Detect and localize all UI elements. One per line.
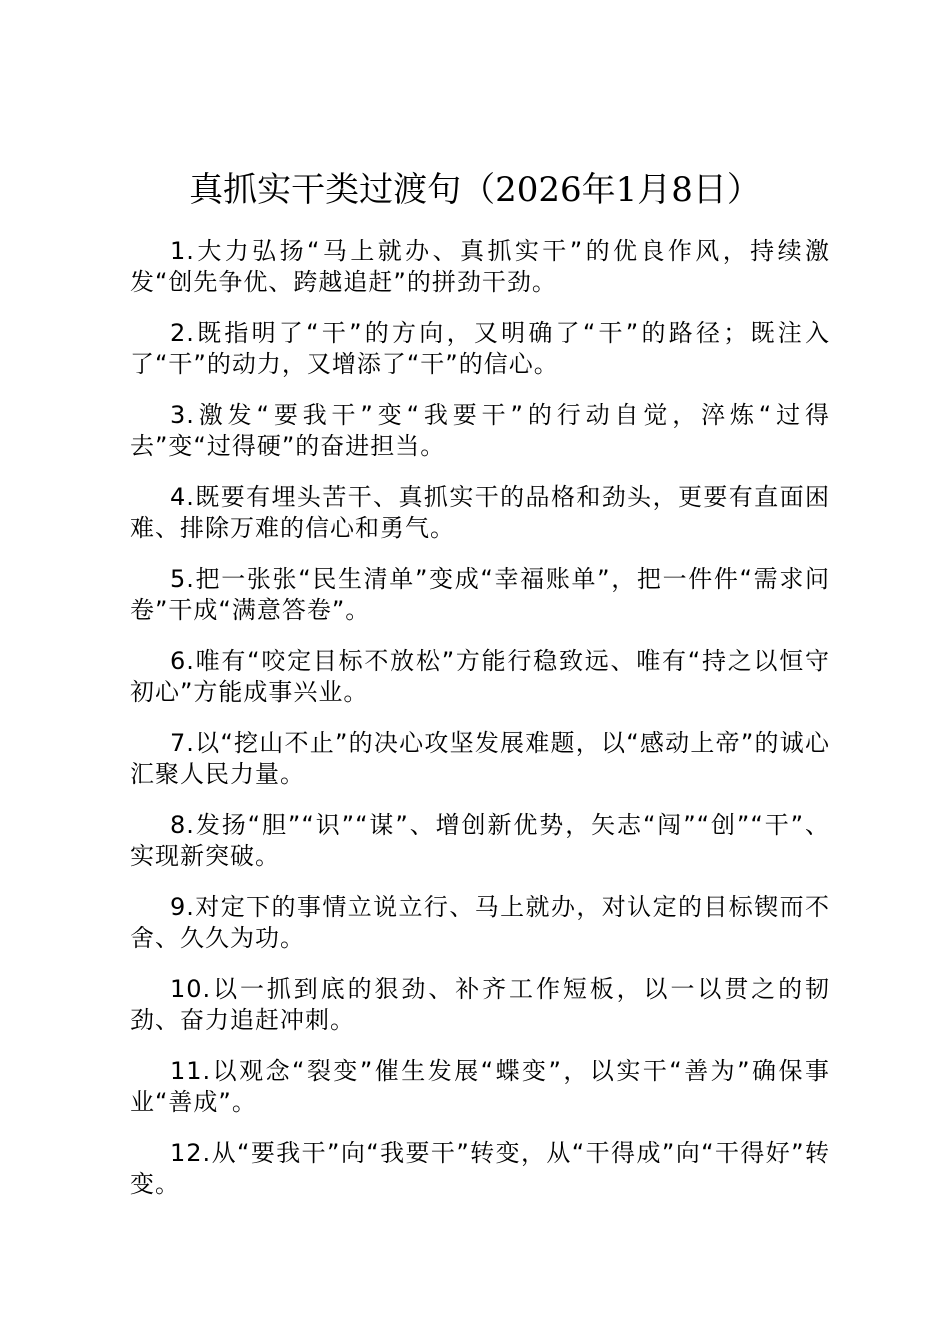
paragraph-4: 4.既要有埋头苦干、真抓实干的品格和劲头，更要有直面困难、排除万难的信心和勇气。 [130,483,830,542]
paragraph-10: 10.以一抓到底的狠劲、补齐工作短板，以一以贯之的韧劲、奋力追赶冲刺。 [130,975,830,1034]
paragraph-6: 6.唯有“咬定目标不放松”方能行稳致远、唯有“持之以恒守初心”方能成事兴业。 [130,647,830,706]
document-body [130,236,830,1220]
document-title: 真抓实干类过渡句（2026年1月8日） [189,170,761,210]
paragraph-3: 3.激发“要我干”变“我要干”的行动自觉，淬炼“过得去”变“过得硬”的奋进担当。 [130,401,830,460]
paragraph-7: 7.以“挖山不止”的决心攻坚发展难题，以“感动上帝”的诚心汇聚人民力量。 [130,729,830,788]
paragraph-11: 11.以观念“裂变”催生发展“蝶变”，以实干“善为”确保事业“善成”。 [130,1057,830,1116]
paragraph-5: 5.把一张张“民生清单”变成“幸福账单”，把一件件“需求问卷”干成“满意答卷”。 [130,565,830,624]
paragraph-9: 9.对定下的事情立说立行、马上就办，对认定的目标锲而不舍、久久为功。 [130,893,830,952]
paragraph-12: 12.从“要我干”向“我要干”转变，从“干得成”向“干得好”转变。 [130,1139,830,1198]
paragraph-8: 8.发扬“胆”“识”“谋”、增创新优势，矢志“闯”“创”“干”、实现新突破。 [130,811,830,870]
paragraph-2: 2.既指明了“干”的方向，又明确了“干”的路径；既注入了“干”的动力，又增添了“干”的信心。 [130,319,830,378]
paragraph-1: 1.大力弘扬“马上就办、真抓实干”的优良作风，持续激发“创先争优、跨越追赶”的拼劲干劲。 [130,237,830,296]
